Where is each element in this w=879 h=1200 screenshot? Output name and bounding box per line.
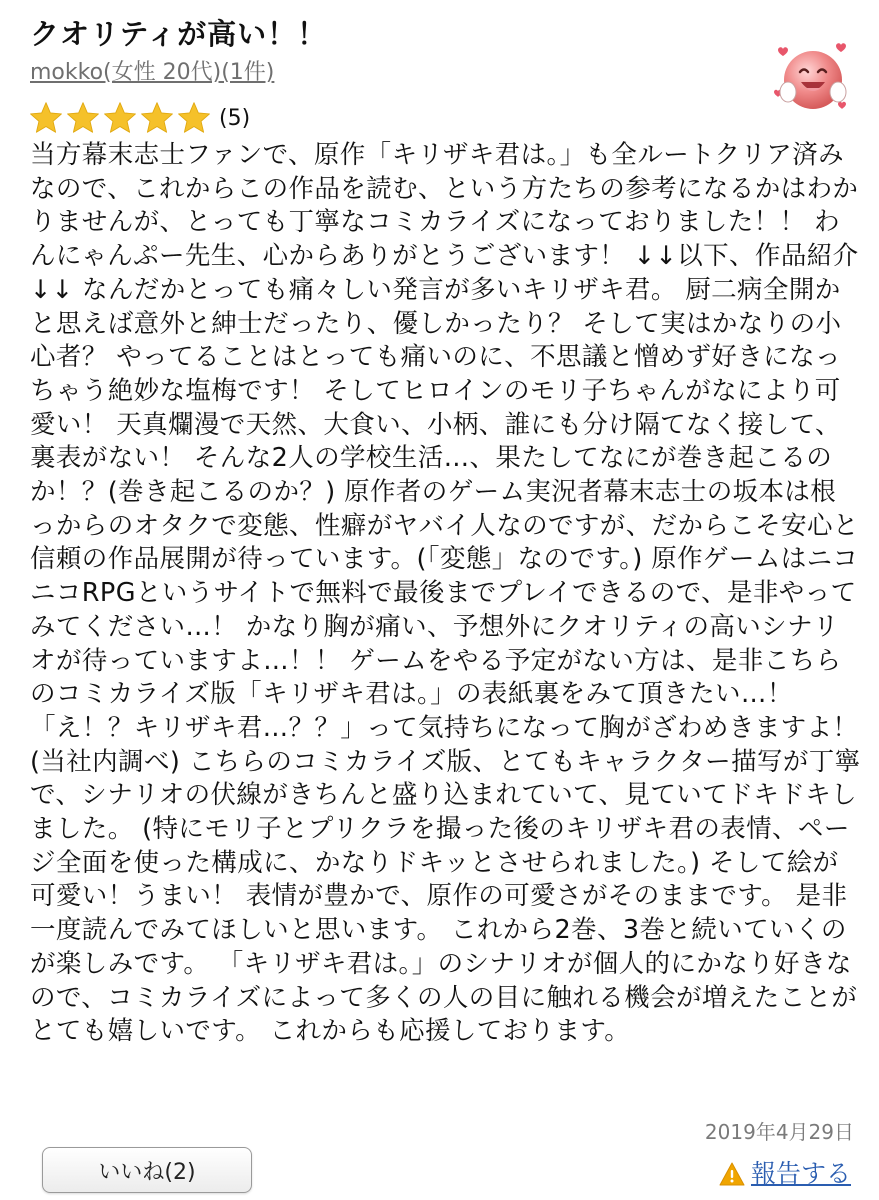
stars-container bbox=[28, 100, 213, 136]
like-button[interactable]: いいね(2) bbox=[42, 1147, 252, 1193]
star-icon bbox=[102, 100, 138, 136]
star-icon bbox=[28, 100, 64, 136]
star-icon bbox=[139, 100, 175, 136]
reviewer-link[interactable]: mokko(女性 20代)(1件) bbox=[30, 60, 275, 85]
review-body: 当方幕末志士ファンで、原作「キリザキ君は。」も全ルートクリア済みなので、これからこの作品を読む、という方たちの参考になるかはわかりませんが、とっても丁寧なコミカライズになっておりました！！ わんにゃんぷー先生、心からありがとうございます！ ↓↓以下、作品紹介↓↓ なんだかとっても痛々しい発言が多いキリザキ君。 厨二病全開かと思えば意外と紳士だったり、優しかったり？ そして実はかなりの小心者？ やってることはとっても痛いのに、不思議と憎めず好きになっちゃう絶妙な塩梅です！ そしてヒロインのモリ子ちゃんがなにより可愛い！ 天真爛漫で天然、大食い、小柄、誰にも分け隔てなく接して、裏表がない！ そんな2人の学校生活…、果たしてなにが巻き起こるのか！？(巻き起こるのか？) 原作者のゲーム実況者幕末志士の坂本は根っからのオタクで変態、性癖がヤバイ人なのですが、だからこそ安心と信頼の作品展開が待っています。(「変態」なのです。) 原作ゲームはニコニコRPGというサイトで無料で最後までプレイできるので、是非やってみてください…！ かなり胸が痛い、予想外にクオリティの高いシナリオが待っていますよ…！！ ゲームをやる予定がない方は、是非こちらのコミカライズ版「キリザキ君は。」の表紙裏をみて頂きたい…！ 「え！？キリザキ君…？？」って気持ちになって胸がざわめきますよ！(当社内調べ) こちらのコミカライズ版、とてもキャラクター描写が丁寧で、シナリオの伏線がきちんと盛り込まれていて、見ていてドキドキしました。 (特にモリ子とプリクラを撮った後のキリザキ君の表情、ページ全面を使った構成に、かなりドキッとさせられました。) そして絵が可愛い！うまい！ 表情が豊かで、原作の可愛さがそのままです。 是非一度読んでみてほしいと思います。 これから2巻、3巻と続いていくのが楽しみです。 「キリザキ君は。」のシナリオが個人的にかなり好きなので、コミカライズによって多くの人の目に触れる機会が増えたことがとても嬉しいです。 これからも応援しております。 bbox=[30, 140, 861, 1047]
star-icon bbox=[65, 100, 101, 136]
review-date: 2019年4月29日 bbox=[704, 1120, 854, 1144]
star-rating bbox=[28, 98, 250, 138]
review-title: クオリティが高い！！ bbox=[30, 17, 328, 51]
rating-count: (5) bbox=[219, 105, 251, 131]
smiling-face-hearts-icon bbox=[772, 40, 852, 120]
report-label[interactable]: 報告する bbox=[750, 1159, 851, 1188]
star-icon bbox=[176, 100, 212, 136]
report-link[interactable] bbox=[719, 1158, 851, 1190]
warning-icon bbox=[719, 1162, 745, 1186]
